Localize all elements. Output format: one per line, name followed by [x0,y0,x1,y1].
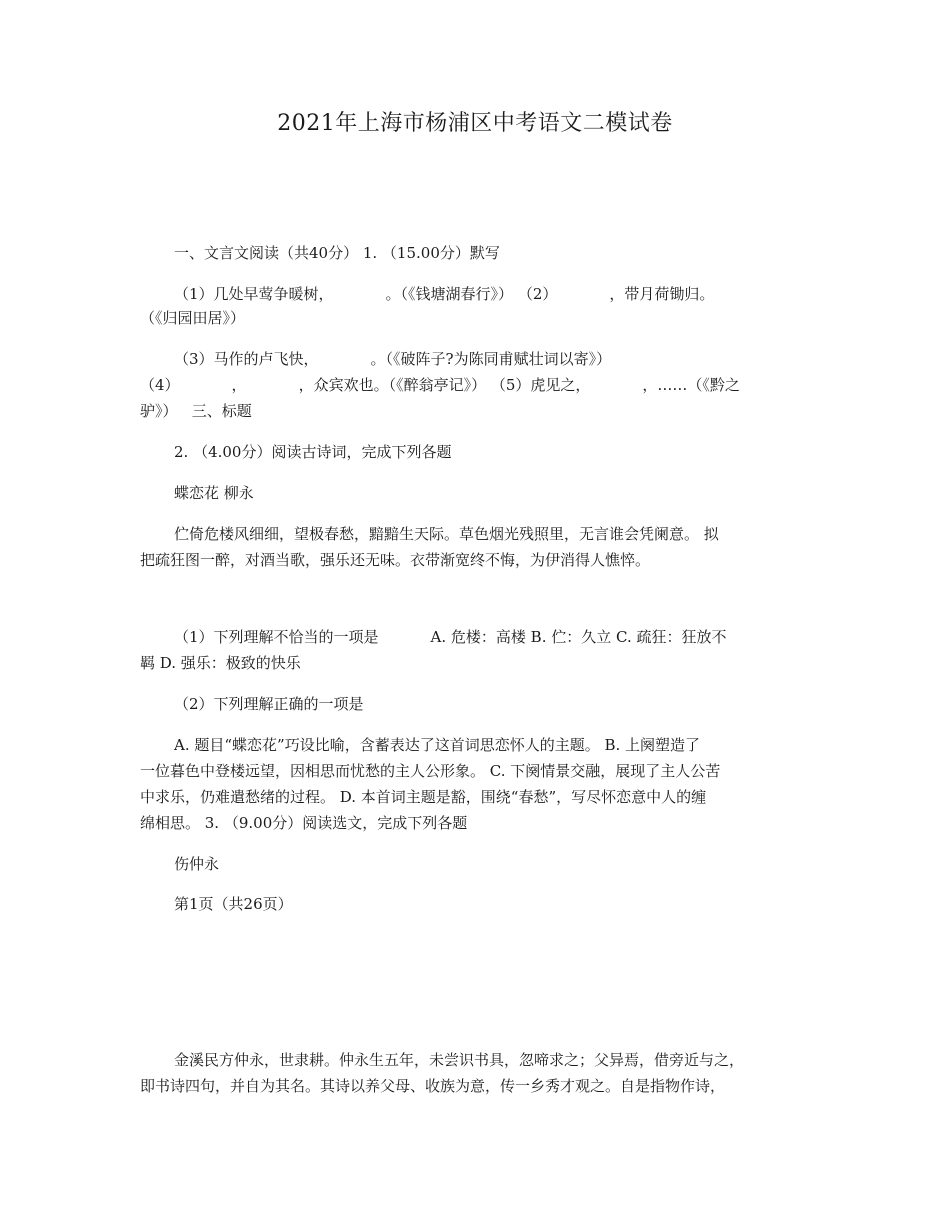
page-number: 第1页（共26页） [174,895,293,913]
question1-line2 [140,305,812,331]
section-heading [140,240,812,266]
poem-body-line1 [140,521,812,547]
subquestion2-options-4 [140,810,812,836]
essay-text-2: 即书诗四句，并自为其名。其诗以养父母、收族为意，传一乡秀才观之。自是指物作诗， [140,1077,726,1095]
essay-text-1: 金溪民方仲永，世隶耕。仲永生五年，未尝识书具，忽啼求之；父异焉，借旁近与之， [174,1051,745,1069]
q1-text-line4b: ， [231,376,247,394]
sub2-stem: （2）下列理解正确的一项是 [174,695,364,713]
subquestion2-options-1 [140,732,812,758]
sub2-option-line3: 中求乐，仍难遣愁绪的过程。 D. 本首词主题是豁，围绕“春愁”，写尽怀恋意中人的缠 [140,788,707,806]
sub1-stem: （1）下列理解不恰当的一项是 [174,628,379,646]
q1-text-line3b: 。（《破阵子?为陈同甫赋壮词以寄》） [370,350,612,368]
subquestion2-options-2 [140,758,812,784]
essay-title-text: 伤仲永 [174,855,220,873]
poem-body-text-2: 把疏狂图一醉，对酒当歌，强乐还无味。衣带渐宽终不悔，为伊消得人憔悴。 [140,551,651,569]
sub2-option-line1: A. 题目“蝶恋花”巧设比喻，含蓄表达了这首词思恋怀人的主题。 B. 上阕塑造了 [174,736,701,754]
poem-title-text: 蝶恋花 柳永 [174,484,254,502]
subquestion1-line2 [140,650,812,676]
subquestion2-options-3 [140,784,812,810]
poem-body-text-1: 伫倚危楼风细细，望极春愁，黯黯生天际。草色烟光残照里，无言谁会凭阑意。 拟 [174,525,719,543]
sub1-options: A. 危楼：高楼 B. 伫：久立 C. 疏狂：狂放不 [430,628,727,646]
question1-line1 [140,281,812,307]
essay-title [140,851,812,877]
q1-text-c: ，带月荷锄归。 [609,285,715,303]
poem-body-line2 [140,547,812,573]
sub1-options-cont: 羁 D. 强乐：极致的快乐 [140,654,301,672]
q2-heading-text: 2. （4.00分）阅读古诗词，完成下列各题 [174,443,452,461]
essay-paragraph-line1 [140,1047,830,1073]
q1-text-line4c: ，众宾欢也。（《醉翁亭记》） （5）虎见之， [298,376,591,394]
question1-line5 [140,398,812,424]
q1-text-a: （1）几处早莺争暖树， [174,285,334,303]
q1-text-b: 。（《钱塘湖春行》） （2） [385,285,558,303]
question2-heading [140,439,812,465]
q1-text-line2: （《归园田居》） [140,309,246,327]
page-footer [140,891,812,917]
poem-title [140,480,812,506]
q1-text-line3a: （3）马作的卢飞快， [174,350,319,368]
subquestion2-heading [140,691,812,717]
q1-text-line5: 驴》） 三、标题 [140,402,252,420]
q1-text-line4d: ，……（《黔之 [642,376,740,394]
page-title: 2021年上海市杨浦区中考语文二模试卷 [277,111,673,136]
sub2-option-line4: 绵相思。 3. （9.00分）阅读选文，完成下列各题 [140,814,468,832]
subquestion1-line1 [140,624,812,650]
essay-paragraph-line2 [140,1073,830,1099]
question1-line4 [140,372,812,398]
sub2-option-line2: 一位暮色中登楼远望，因相思而忧愁的主人公形象。 C. 下阕情景交融，展现了主人公苦 [140,762,721,780]
q1-text-line4a: （4） [140,376,180,394]
section-heading-text: 一、文言文阅读（共40分） 1. （15.00分）默写 [174,244,500,262]
question1-line3 [140,346,812,372]
